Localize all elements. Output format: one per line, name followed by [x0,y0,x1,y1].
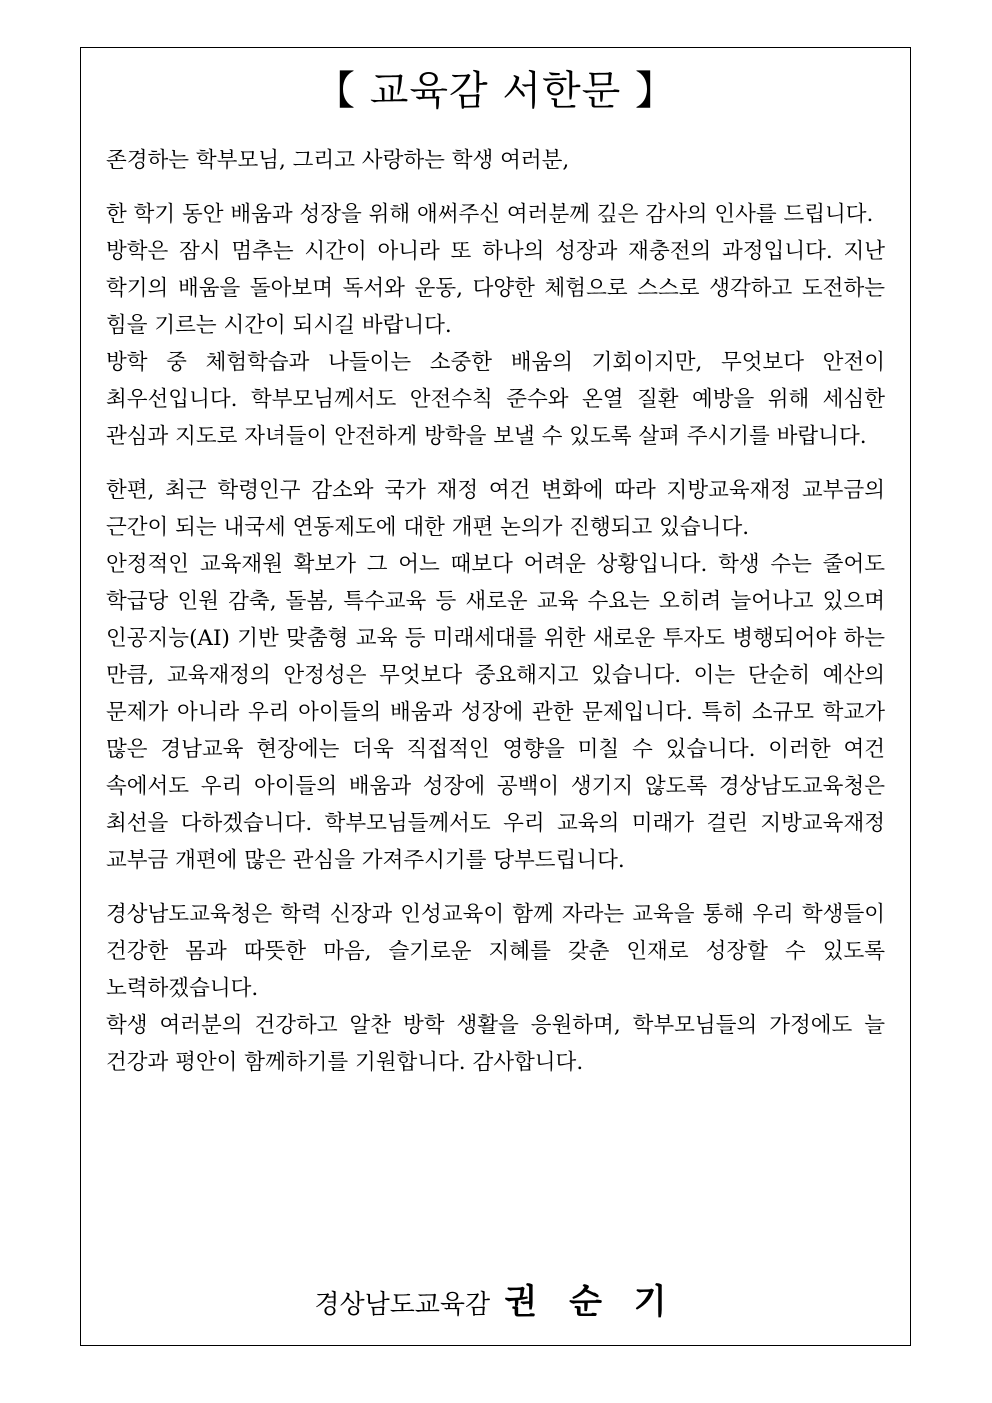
letter-title: 【 교육감 서한문 】 [315,68,676,114]
letter-body [106,142,885,1081]
paragraph-gap [106,455,885,472]
greeting: 존경하는 학부모님, 그리고 사랑하는 학생 여러분, [106,148,570,173]
paragraph-gap [106,879,885,896]
signature-title: 경상남도교육감 [314,1290,491,1320]
signature-name: 권 순 기 [504,1282,677,1322]
paragraph-finance-stability: 안정적인 교육재원 확보가 그 어느 때보다 어려운 상황입니다. 학생 수는 줄어도 학급당 인원 감축, 돌봄, 특수교육 등 새로운 교육 수요는 오히려 늘어나고 있으며 인공지능(AI) 기반 맞춤형 교육 등 미래세대를 위한 새로운 투자도 병행되어야 하는 만큼, 교육재정의 안정성은 무엇보다 중요해지고 있습니다. 이는 단순히 예산의 문제가 아니라 우리 아이들의 배움과 성장에 관한 문제입니다. 특히 소규모 학교가 많은 경남교육 현장에는 더욱 직접적인 영향을 미칠 수 있습니다. 이러한 여건 속에서도 우리 아이들의 배움과 성장에 공백이 생기지 않도록 경상남도교육청은 최선을 다하겠습니다. 학부모님들께서도 우리 교육의 미래가 걸린 지방교육재정 교부금 개편에 많은 관심을 가져주시기를 당부드립니다. [106,552,885,873]
paragraph-safety: 방학 중 체험학습과 나들이는 소중한 배움의 기회이지만, 무엇보다 안전이 최우선입니다. 학부모님께서도 안전수칙 준수와 온열 질환 예방을 위해 세심한 관심과 지도로 자녀들이 안전하게 방학을 보낼 수 있도록 살펴 주시기를 바랍니다. [106,350,885,449]
signature [81,1280,910,1327]
paragraph-vacation: 방학은 잠시 멈추는 시간이 아니라 또 하나의 성장과 재충전의 과정입니다. 지난 학기의 배움을 돌아보며 독서와 운동, 다양한 체험으로 스스로 생각하고 도전하는 힘을 기르는 시간이 되시길 바랍니다. [106,239,885,338]
paragraph-closing: 학생 여러분의 건강하고 알찬 방학 생활을 응원하며, 학부모님들의 가정에도 늘 건강과 평안이 함께하기를 기원합니다. 감사합니다. [106,1013,885,1075]
letter-frame [80,47,911,1346]
paragraph-finance-reform: 한편, 최근 학령인구 감소와 국가 재정 여건 변화에 따라 지방교육재정 교부금의 근간이 되는 내국세 연동제도에 대한 개편 논의가 진행되고 있습니다. [106,478,885,540]
paragraph-gap [106,179,885,196]
paragraph-commitment: 경상남도교육청은 학력 신장과 인성교육이 함께 자라는 교육을 통해 우리 학생들이 건강한 몸과 따뜻한 마음, 슬기로운 지혜를 갖춘 인재로 성장할 수 있도록 노력하겠습니다. [106,902,885,1001]
paragraph-thanks: 한 학기 동안 배움과 성장을 위해 애써주신 여러분께 깊은 감사의 인사를 드립니다. [106,202,874,227]
